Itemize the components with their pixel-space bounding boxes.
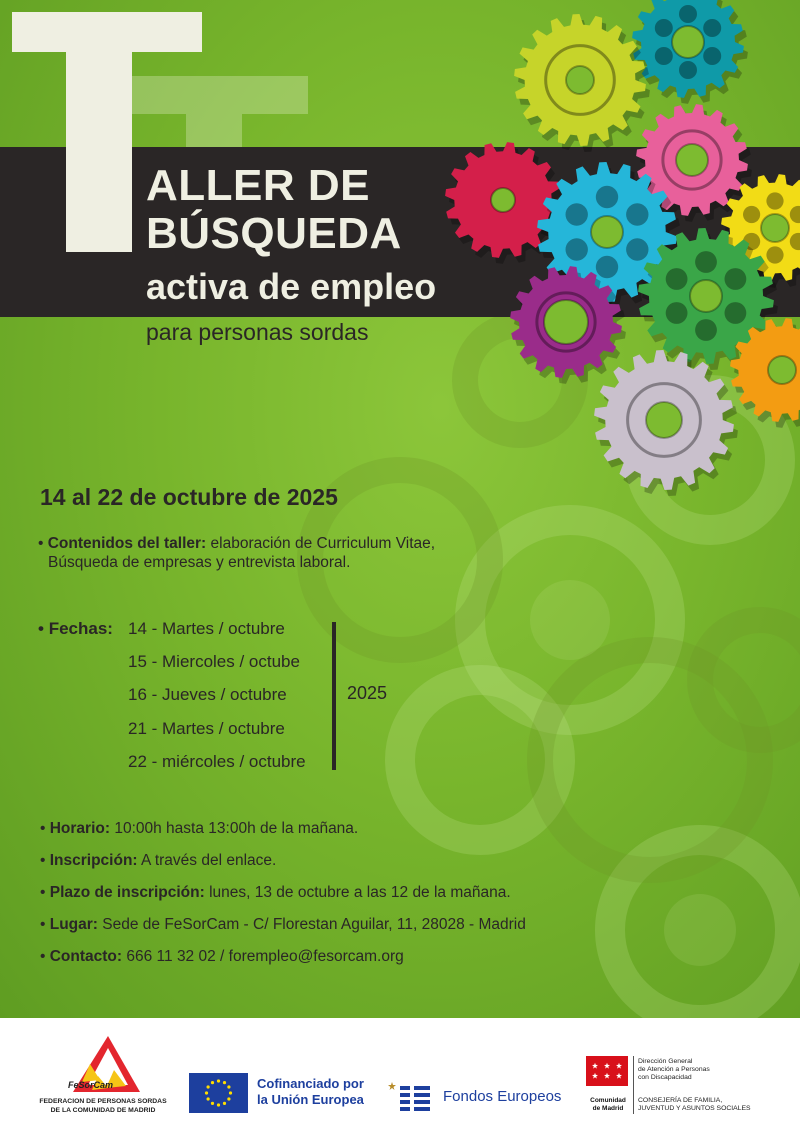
detail-plazo: • Plazo de inscripción: lunes, 13 de octubre a las 12 de la mañana. bbox=[40, 884, 511, 901]
fesorcam-caption bbox=[30, 1098, 176, 1115]
fesorcam-logo-text: FeSorCam bbox=[68, 1080, 114, 1090]
fondos-europeos-logo bbox=[388, 1078, 436, 1114]
detail-value: Sede de FeSorCam - C/ Florestan Aguilar, 11, 28028 - Madrid bbox=[102, 916, 526, 933]
date-item: 16 - Jueves / octubre bbox=[128, 685, 287, 704]
cm-dir-2: de Atención a Personas bbox=[638, 1066, 710, 1073]
detail-contacto: • Contacto: 666 11 32 02 / forempleo@fesorcam.org bbox=[40, 948, 404, 965]
gear-icon bbox=[514, 14, 650, 152]
fesorcam-logo bbox=[28, 1030, 178, 1130]
title-line-1: ALLER DE bbox=[146, 161, 370, 210]
cm-dir-3: con Discapacidad bbox=[638, 1074, 692, 1081]
subtitle-line-2: para personas sordas bbox=[146, 319, 369, 345]
comunidad-madrid-name bbox=[586, 1097, 630, 1112]
detail-horario: • Horario: 10:00h hasta 13:00h de la mañana. bbox=[40, 820, 359, 837]
contents-line-1: • Contenidos del taller: elaboración de Curriculum Vitae, bbox=[38, 535, 436, 552]
eu-cofinancing-text bbox=[257, 1076, 364, 1108]
cm-dir-1: Dirección General bbox=[638, 1058, 693, 1065]
detail-label: Contacto: bbox=[49, 948, 123, 965]
dates-divider-bar bbox=[332, 622, 336, 770]
detail-label: Inscripción: bbox=[49, 852, 138, 869]
detail-label: Plazo de inscripción: bbox=[49, 884, 205, 901]
subtitle-line-1: activa de empleo bbox=[146, 266, 437, 307]
cm-cons-1: CONSEJERÍA DE FAMILIA, bbox=[638, 1097, 723, 1104]
event-date-range: 14 al 22 de octubre de 2025 bbox=[40, 484, 338, 510]
fondos-europeos-text: Fondos Europeos bbox=[443, 1088, 562, 1105]
eu-flag-icon bbox=[189, 1073, 248, 1113]
detail-value: 666 11 32 02 / forempleo@fesorcam.org bbox=[126, 948, 404, 965]
eu-line-2: la Unión Europea bbox=[257, 1092, 364, 1107]
dates-label: • Fechas: bbox=[38, 619, 113, 638]
eu-line-1: Cofinanciado por bbox=[257, 1076, 364, 1091]
title-line-2: BÚSQUEDA bbox=[146, 209, 402, 258]
detail-value: lunes, 13 de octubre a las 12 de la mañana. bbox=[209, 884, 511, 901]
contents-text-1: elaboración de Curriculum Vitae, bbox=[210, 535, 436, 552]
dates-year: 2025 bbox=[347, 683, 388, 703]
cm-divider bbox=[633, 1056, 634, 1114]
cm-name-2: de Madrid bbox=[592, 1104, 624, 1112]
gear-icon bbox=[594, 350, 738, 496]
detail-lugar: • Lugar: Sede de FeSorCam - C/ Florestan Aguilar, 11, 28028 - Madrid bbox=[40, 916, 526, 933]
detail-value: A través del enlace. bbox=[141, 852, 277, 869]
date-item: 22 - miércoles / octubre bbox=[128, 752, 306, 771]
direccion-general-text bbox=[638, 1058, 710, 1082]
contents-label: Contenidos del taller: bbox=[47, 535, 207, 552]
cm-name-1: Comunidad bbox=[590, 1097, 626, 1104]
detail-inscripcion: • Inscripción: A través del enlace. bbox=[40, 852, 277, 869]
date-item: 14 - Martes / octubre bbox=[128, 619, 285, 638]
comunidad-madrid-flag-icon bbox=[586, 1056, 628, 1086]
date-item: 21 - Martes / octubre bbox=[128, 719, 285, 738]
cm-cons-2: JUVENTUD Y ASUNTOS SOCIALES bbox=[638, 1105, 751, 1112]
detail-label: Lugar: bbox=[49, 916, 98, 933]
dates-label-text: Fechas: bbox=[48, 619, 113, 638]
sponsors-footer bbox=[0, 1018, 800, 1131]
detail-value: 10:00h hasta 13:00h de la mañana. bbox=[114, 820, 359, 837]
gear-icon bbox=[632, 0, 748, 104]
contents-text-2: Búsqueda de empresas y entrevista laboral. bbox=[48, 554, 351, 571]
consejeria-text bbox=[638, 1097, 751, 1113]
fesorcam-caption-2: DE LA COMUNIDAD DE MADRID bbox=[50, 1106, 156, 1114]
detail-label: Horario: bbox=[49, 820, 111, 837]
fesorcam-caption-1: FEDERACION DE PERSONAS SORDAS bbox=[39, 1098, 167, 1105]
date-item: 15 - Miercoles / octube bbox=[128, 652, 300, 671]
